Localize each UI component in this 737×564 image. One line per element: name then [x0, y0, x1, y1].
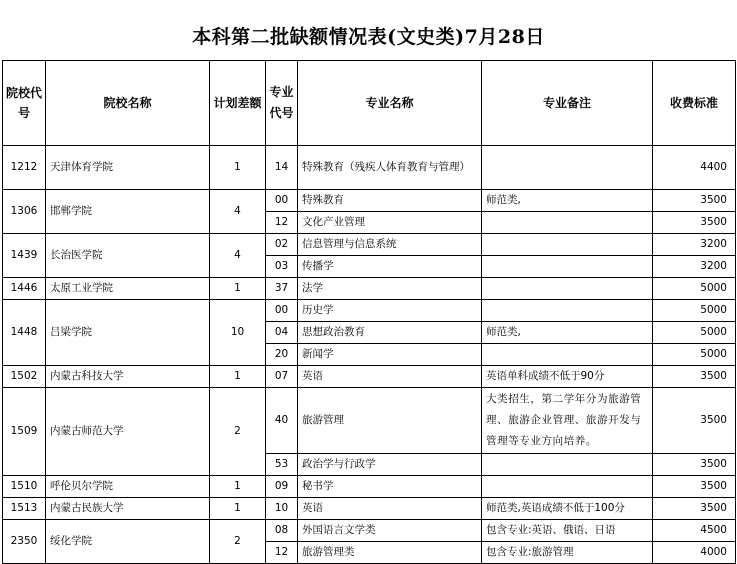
fee-cell: 5000	[653, 322, 736, 344]
major-name-cell: 传播学	[298, 256, 482, 278]
fee-cell: 3200	[653, 256, 736, 278]
plan-gap-cell: 4	[210, 190, 266, 234]
major-code-cell: 00	[266, 190, 298, 212]
plan-gap-cell: 2	[210, 520, 266, 564]
school-code-cell: 2350	[3, 520, 46, 564]
major-name-cell: 旅游管理类	[298, 542, 482, 564]
major-code-cell: 04	[266, 322, 298, 344]
school-name-cell: 邯郸学院	[46, 190, 210, 234]
fee-cell: 3500	[653, 476, 736, 498]
table-row	[3, 366, 736, 388]
fee-cell: 5000	[653, 344, 736, 366]
major-code-cell: 20	[266, 344, 298, 366]
major-note-cell	[482, 234, 653, 256]
major-code-cell: 37	[266, 278, 298, 300]
major-name-cell: 法学	[298, 278, 482, 300]
fee-cell: 5000	[653, 300, 736, 322]
major-note-cell: 英语单科成绩不低于90分	[482, 366, 653, 388]
vacancy-table	[2, 60, 736, 564]
fee-cell: 3500	[653, 190, 736, 212]
table-row	[3, 300, 736, 322]
major-code-cell: 00	[266, 300, 298, 322]
school-name-cell: 内蒙古科技大学	[46, 366, 210, 388]
major-code-cell: 02	[266, 234, 298, 256]
school-name-cell: 太原工业学院	[46, 278, 210, 300]
school-code-cell: 1446	[3, 278, 46, 300]
table-body	[3, 146, 736, 564]
plan-gap-cell: 4	[210, 234, 266, 278]
plan-gap-cell: 1	[210, 278, 266, 300]
table-row	[3, 278, 736, 300]
major-note-cell: 包含专业:英语、俄语、日语	[482, 520, 653, 542]
fee-cell: 3500	[653, 498, 736, 520]
school-name-cell: 内蒙古师范大学	[46, 388, 210, 476]
header-major-note: 专业备注	[482, 61, 653, 146]
major-name-cell: 历史学	[298, 300, 482, 322]
school-code-cell: 1509	[3, 388, 46, 476]
school-name-cell: 天津体育学院	[46, 146, 210, 190]
header-major-code: 专业代号	[266, 61, 298, 146]
school-name-cell: 长治医学院	[46, 234, 210, 278]
major-name-cell: 英语	[298, 498, 482, 520]
school-code-cell: 1448	[3, 300, 46, 366]
major-note-cell	[482, 256, 653, 278]
major-code-cell: 08	[266, 520, 298, 542]
major-note-cell	[482, 344, 653, 366]
major-name-cell: 文化产业管理	[298, 212, 482, 234]
header-major-name: 专业名称	[298, 61, 482, 146]
major-name-cell: 特殊教育（残疾人体育教育与管理）	[298, 146, 482, 190]
major-code-cell: 03	[266, 256, 298, 278]
major-name-cell: 新闻学	[298, 344, 482, 366]
major-name-cell: 特殊教育	[298, 190, 482, 212]
page-title: 本科第二批缺额情况表(文史类)7月28日	[192, 26, 545, 48]
fee-cell: 3500	[653, 212, 736, 234]
table-row	[3, 520, 736, 542]
plan-gap-cell: 1	[210, 476, 266, 498]
major-name-cell: 英语	[298, 366, 482, 388]
header-school-name: 院校名称	[46, 61, 210, 146]
major-name-cell: 外国语言文学类	[298, 520, 482, 542]
fee-cell: 4500	[653, 520, 736, 542]
header-row	[3, 61, 736, 146]
plan-gap-cell: 2	[210, 388, 266, 476]
school-code-cell: 1212	[3, 146, 46, 190]
major-name-cell: 秘书学	[298, 476, 482, 498]
major-name-cell: 信息管理与信息系统	[298, 234, 482, 256]
plan-gap-cell: 1	[210, 146, 266, 190]
header-plan-gap: 计划差额	[210, 61, 266, 146]
plan-gap-cell: 10	[210, 300, 266, 366]
major-note-cell: 包含专业:旅游管理	[482, 542, 653, 564]
table-row	[3, 146, 736, 190]
fee-cell: 4400	[653, 146, 736, 190]
school-name-cell: 吕梁学院	[46, 300, 210, 366]
fee-cell: 3500	[653, 454, 736, 476]
major-note-cell: 师范类,英语成绩不低于100分	[482, 498, 653, 520]
plan-gap-cell: 1	[210, 498, 266, 520]
school-code-cell: 1306	[3, 190, 46, 234]
major-note-cell: 师范类,	[482, 190, 653, 212]
school-code-cell: 1513	[3, 498, 46, 520]
school-code-cell: 1502	[3, 366, 46, 388]
school-code-cell: 1510	[3, 476, 46, 498]
major-note-cell: 师范类,	[482, 322, 653, 344]
school-name-cell: 内蒙古民族大学	[46, 498, 210, 520]
school-name-cell: 呼伦贝尔学院	[46, 476, 210, 498]
fee-cell: 3500	[653, 366, 736, 388]
header-school-code: 院校代号	[3, 61, 46, 146]
table-row	[3, 190, 736, 212]
table-row	[3, 476, 736, 498]
school-code-cell: 1439	[3, 234, 46, 278]
major-code-cell: 12	[266, 542, 298, 564]
major-code-cell: 14	[266, 146, 298, 190]
table-row	[3, 388, 736, 454]
major-name-cell: 政治学与行政学	[298, 454, 482, 476]
major-code-cell: 40	[266, 388, 298, 454]
major-name-cell: 旅游管理	[298, 388, 482, 454]
major-note-cell	[482, 300, 653, 322]
major-code-cell: 07	[266, 366, 298, 388]
major-code-cell: 10	[266, 498, 298, 520]
school-name-cell: 绥化学院	[46, 520, 210, 564]
fee-cell: 5000	[653, 278, 736, 300]
major-note-cell	[482, 212, 653, 234]
major-note-cell	[482, 278, 653, 300]
table-row	[3, 498, 736, 520]
major-note-cell	[482, 454, 653, 476]
fee-cell: 4000	[653, 542, 736, 564]
major-code-cell: 12	[266, 212, 298, 234]
table-row	[3, 234, 736, 256]
header-fee: 收费标准	[653, 61, 736, 146]
fee-cell: 3200	[653, 234, 736, 256]
major-name-cell: 思想政治教育	[298, 322, 482, 344]
major-note-cell	[482, 476, 653, 498]
plan-gap-cell: 1	[210, 366, 266, 388]
major-code-cell: 09	[266, 476, 298, 498]
major-note-cell: 大类招生，第二学年分为旅游管理、旅游企业管理、旅游开发与管理等专业方向培养。	[482, 388, 653, 454]
major-code-cell: 53	[266, 454, 298, 476]
major-note-cell	[482, 146, 653, 190]
fee-cell: 3500	[653, 388, 736, 454]
